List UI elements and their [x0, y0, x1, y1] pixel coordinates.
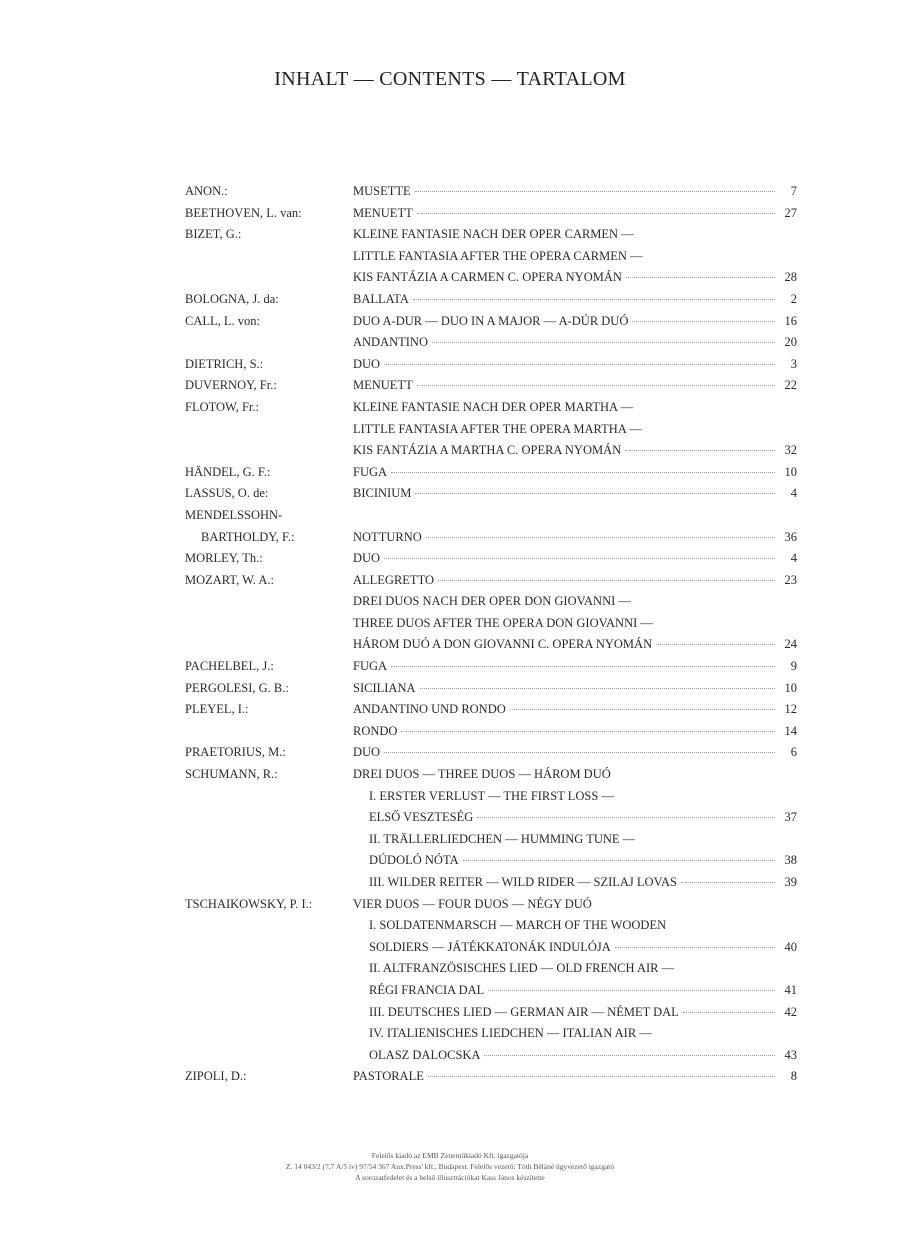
toc-entry	[185, 397, 797, 419]
dot-leader	[415, 493, 775, 494]
composer-name: BEETHOVEN, L. van:	[185, 205, 302, 220]
work-entry	[353, 419, 797, 441]
work-entry	[369, 937, 797, 959]
work-title: II. ALTFRANZÖSISCHES LIED — OLD FRENCH AIR —	[369, 961, 675, 976]
work-entry	[353, 742, 797, 764]
composer-name: BIZET, G.:	[185, 227, 242, 242]
work-title: FUGA	[353, 659, 388, 674]
toc-entry	[185, 267, 797, 289]
toc-entry	[185, 419, 797, 441]
toc-entry	[185, 742, 797, 764]
page-number: 2	[790, 291, 797, 306]
work-title: VIER DUOS — FOUR DUOS — NÉGY DUÓ	[353, 896, 592, 911]
page-number: 4	[790, 551, 797, 566]
toc-entry	[185, 527, 797, 549]
toc-entry	[185, 894, 797, 916]
toc-entry	[185, 829, 797, 851]
work-title: KIS FANTÁZIA A MARTHA C. OPERA NYOMÁN	[353, 443, 622, 458]
toc-entry	[185, 613, 797, 635]
composer-name: SCHUMANN, R.:	[185, 767, 278, 782]
colophon-line: Felelős kiadó az EMB Zeneműkiadó Kft. igazgatója	[371, 1151, 529, 1160]
toc-entry	[185, 721, 797, 743]
page-number: 16	[784, 313, 797, 328]
work-title: I. SOLDATENMARSCH — MARCH OF THE WOODEN	[369, 918, 667, 933]
dot-leader	[438, 580, 775, 581]
work-entry	[353, 224, 797, 246]
work-entry	[353, 591, 797, 613]
toc-entry	[185, 786, 797, 808]
work-entry	[353, 548, 797, 570]
page-number: 8	[790, 1069, 797, 1084]
work-title: FUGA	[353, 464, 388, 479]
composer-name: PERGOLESI, G. B.:	[185, 680, 289, 695]
work-title: NOTTURNO	[353, 529, 422, 544]
work-entry	[353, 354, 797, 376]
page-number: 42	[784, 1004, 797, 1019]
work-entry	[353, 613, 797, 635]
dot-leader	[417, 213, 775, 214]
toc-entry	[185, 570, 797, 592]
dot-leader	[488, 990, 775, 991]
toc-entry	[185, 1066, 797, 1088]
page-number: 27	[784, 205, 797, 220]
dot-leader	[484, 1055, 775, 1056]
work-title: SICILIANA	[353, 680, 416, 695]
toc-entry	[185, 1002, 797, 1024]
toc-entry	[185, 764, 797, 786]
work-entry	[369, 915, 797, 937]
work-title: I. ERSTER VERLUST — THE FIRST LOSS —	[369, 788, 614, 803]
composer-name: PRAETORIUS, M.:	[185, 745, 286, 760]
page-number: 40	[784, 939, 797, 954]
composer-name: DUVERNOY, Fr.:	[185, 378, 277, 393]
composer-name: CALL, L. von:	[185, 313, 260, 328]
page-number: 6	[790, 745, 797, 760]
dot-leader	[510, 709, 775, 710]
work-entry	[353, 527, 797, 549]
work-entry	[369, 807, 797, 829]
work-title: MENUETT	[353, 205, 413, 220]
toc-entry	[185, 440, 797, 462]
work-title: DUO A-DUR — DUO IN A MAJOR — A-DÚR DUÓ	[353, 313, 629, 328]
work-entry	[353, 1066, 797, 1088]
composer-name: PACHELBEL, J.:	[185, 659, 274, 674]
work-entry	[353, 267, 797, 289]
dot-leader	[417, 385, 775, 386]
toc-entry	[185, 483, 797, 505]
page-number: 14	[784, 723, 797, 738]
work-title: KLEINE FANTASIE NACH DER OPER MARTHA —	[353, 399, 633, 414]
work-title: DUO	[353, 356, 381, 371]
work-entry	[369, 872, 797, 894]
composer-name: MENDELSSOHN-	[185, 507, 283, 522]
work-entry	[353, 462, 797, 484]
composer-name: BARTHOLDY, F.:	[201, 529, 295, 544]
toc-entry	[185, 937, 797, 959]
toc-entry	[185, 591, 797, 613]
work-title: IV. ITALIENISCHES LIEDCHEN — ITALIAN AIR —	[369, 1026, 652, 1041]
toc-entry	[185, 634, 797, 656]
page-number: 28	[784, 270, 797, 285]
work-entry	[353, 634, 797, 656]
work-entry	[353, 289, 797, 311]
page-number: 43	[784, 1047, 797, 1062]
work-entry	[353, 894, 797, 916]
dot-leader	[428, 1076, 775, 1077]
dot-leader	[477, 817, 775, 818]
work-title: ELSŐ VESZTESÉG	[369, 810, 474, 825]
dot-leader	[384, 558, 775, 559]
dot-leader	[413, 299, 775, 300]
dot-leader	[420, 688, 776, 689]
page-number: 3	[790, 356, 797, 371]
page-number: 9	[790, 659, 797, 674]
composer-name: LASSUS, O. de:	[185, 486, 269, 501]
composer-name: FLOTOW, Fr.:	[185, 399, 259, 414]
work-title: SOLDIERS — JÁTÉKKATONÁK INDULÓJA	[369, 939, 611, 954]
work-title: MENUETT	[353, 378, 413, 393]
page-number: 12	[784, 702, 797, 717]
dot-leader	[632, 321, 775, 322]
composer-name: DIETRICH, S.:	[185, 356, 264, 371]
toc-entry	[185, 915, 797, 937]
work-title: KIS FANTÁZIA A CARMEN C. OPERA NYOMÁN	[353, 270, 622, 285]
toc-entry	[185, 1023, 797, 1045]
toc-entry	[185, 807, 797, 829]
composer-name: PLEYEL, I.:	[185, 702, 249, 717]
toc-entry	[185, 958, 797, 980]
work-entry	[369, 980, 797, 1002]
dot-leader	[615, 947, 775, 948]
dot-leader	[681, 882, 775, 883]
work-entry	[369, 786, 797, 808]
work-entry	[353, 311, 797, 333]
dot-leader	[401, 731, 775, 732]
dot-leader	[384, 752, 775, 753]
toc-entry	[185, 505, 797, 527]
dot-leader	[391, 472, 775, 473]
work-title: DUO	[353, 551, 381, 566]
composer-name: TSCHAIKOWSKY, P. I.:	[185, 896, 313, 911]
work-title: ANDANTINO UND RONDO	[353, 702, 506, 717]
dot-leader	[384, 364, 775, 365]
work-entry	[353, 203, 797, 225]
composer-name: MOZART, W. A.:	[185, 572, 274, 587]
work-title: DREI DUOS — THREE DUOS — HÁROM DUÓ	[353, 767, 611, 782]
dot-leader	[426, 537, 775, 538]
work-title: II. TRÄLLERLIEDCHEN — HUMMING TUNE —	[369, 831, 636, 846]
toc-entry	[185, 332, 797, 354]
toc-entry	[185, 375, 797, 397]
toc-entry	[185, 203, 797, 225]
work-entry	[369, 1002, 797, 1024]
page-number: 32	[784, 443, 797, 458]
dot-leader	[626, 277, 775, 278]
work-entry	[353, 181, 797, 203]
work-entry	[353, 570, 797, 592]
work-title: PASTORALE	[353, 1069, 424, 1084]
work-entry	[353, 678, 797, 700]
toc-entry	[185, 678, 797, 700]
toc-entry	[185, 462, 797, 484]
work-entry	[353, 246, 797, 268]
work-title: LITTLE FANTASIA AFTER THE OPERA CARMEN —	[353, 248, 643, 263]
page-number: 20	[784, 335, 797, 350]
toc-entry	[185, 311, 797, 333]
page-number: 41	[784, 982, 797, 997]
toc-entry	[185, 289, 797, 311]
toc-entry	[185, 354, 797, 376]
colophon-line: Z. 14 043/2 (7,7 A/5 ív) 97/54 367 Aux.Press' kft., Budapest. Felelős vezető: Tóth Béláné ügyvezető igazgató	[285, 1162, 615, 1171]
work-entry	[369, 958, 797, 980]
work-title: III. DEUTSCHES LIED — GERMAN AIR — NÉMET DAL	[369, 1004, 679, 1019]
toc-entry	[185, 656, 797, 678]
table-of-contents	[185, 181, 797, 1088]
colophon	[0, 1150, 900, 1183]
page-number: 23	[784, 572, 797, 587]
dot-leader	[391, 666, 775, 667]
page-number: 36	[784, 529, 797, 544]
toc-entry	[185, 850, 797, 872]
composer-name: MORLEY, Th.:	[185, 551, 263, 566]
work-title: ALLEGRETTO	[353, 572, 435, 587]
work-entry	[353, 721, 797, 743]
dot-leader	[415, 191, 775, 192]
work-title: MUSETTE	[353, 184, 411, 198]
page-number: 22	[784, 378, 797, 393]
work-entry	[353, 397, 797, 419]
page-number: 10	[784, 464, 797, 479]
toc-entry	[185, 181, 797, 203]
dot-leader	[432, 342, 775, 343]
work-entry	[353, 699, 797, 721]
page-title: INHALT — CONTENTS — TARTALOM	[274, 68, 626, 90]
composer-name: BOLOGNA, J. da:	[185, 291, 279, 306]
work-entry	[369, 850, 797, 872]
toc-entry	[185, 699, 797, 721]
work-title: LITTLE FANTASIA AFTER THE OPERA MARTHA —	[353, 421, 642, 436]
page-number: 24	[784, 637, 797, 652]
work-title: ANDANTINO	[353, 335, 428, 350]
work-title: THREE DUOS AFTER THE OPERA DON GIOVANNI —	[353, 615, 653, 630]
page-number: 37	[784, 810, 797, 825]
work-entry	[353, 483, 797, 505]
composer-name: ANON.:	[185, 184, 228, 198]
toc-entry	[185, 246, 797, 268]
work-title: RONDO	[353, 723, 398, 738]
toc-entry	[185, 872, 797, 894]
work-entry	[369, 1023, 797, 1045]
dot-leader	[463, 860, 775, 861]
toc-entry	[185, 980, 797, 1002]
work-title: DUO	[353, 745, 381, 760]
work-title: HÁROM DUÓ A DON GIOVANNI C. OPERA NYOMÁN	[353, 637, 653, 652]
page-number: 39	[784, 875, 797, 889]
work-entry	[369, 1045, 797, 1067]
page-number: 7	[790, 184, 797, 198]
work-title: DÚDOLÓ NÓTA	[369, 853, 459, 868]
work-entry	[353, 440, 797, 462]
work-entry	[353, 375, 797, 397]
work-title: III. WILDER REITER — WILD RIDER — SZILAJ LOVAS	[369, 875, 677, 889]
dot-leader	[656, 644, 775, 645]
dot-leader	[683, 1012, 775, 1013]
work-title: RÉGI FRANCIA DAL	[369, 982, 485, 997]
dot-leader	[625, 450, 775, 451]
composer-name: ZIPOLI, D.:	[185, 1069, 247, 1084]
page-number: 4	[790, 486, 797, 501]
toc-entry	[185, 1045, 797, 1067]
work-entry	[353, 764, 797, 786]
page-number: 10	[784, 680, 797, 695]
work-title: OLASZ DALOCSKA	[369, 1047, 481, 1062]
page-number: 38	[784, 853, 797, 868]
colophon-line: A sorozatfedelet és a belső illusztrációkat Kass János készítette	[355, 1173, 545, 1182]
work-title: DREI DUOS NACH DER OPER DON GIOVANNI —	[353, 594, 631, 609]
work-title: BICINIUM	[353, 486, 412, 501]
work-title: KLEINE FANTASIE NACH DER OPER CARMEN —	[353, 227, 634, 242]
work-title: BALLATA	[353, 291, 409, 306]
composer-name: HÄNDEL, G. F.:	[185, 464, 271, 479]
toc-entry	[185, 548, 797, 570]
work-entry	[353, 656, 797, 678]
toc-entry	[185, 224, 797, 246]
work-entry	[369, 829, 797, 851]
work-entry	[353, 332, 797, 354]
